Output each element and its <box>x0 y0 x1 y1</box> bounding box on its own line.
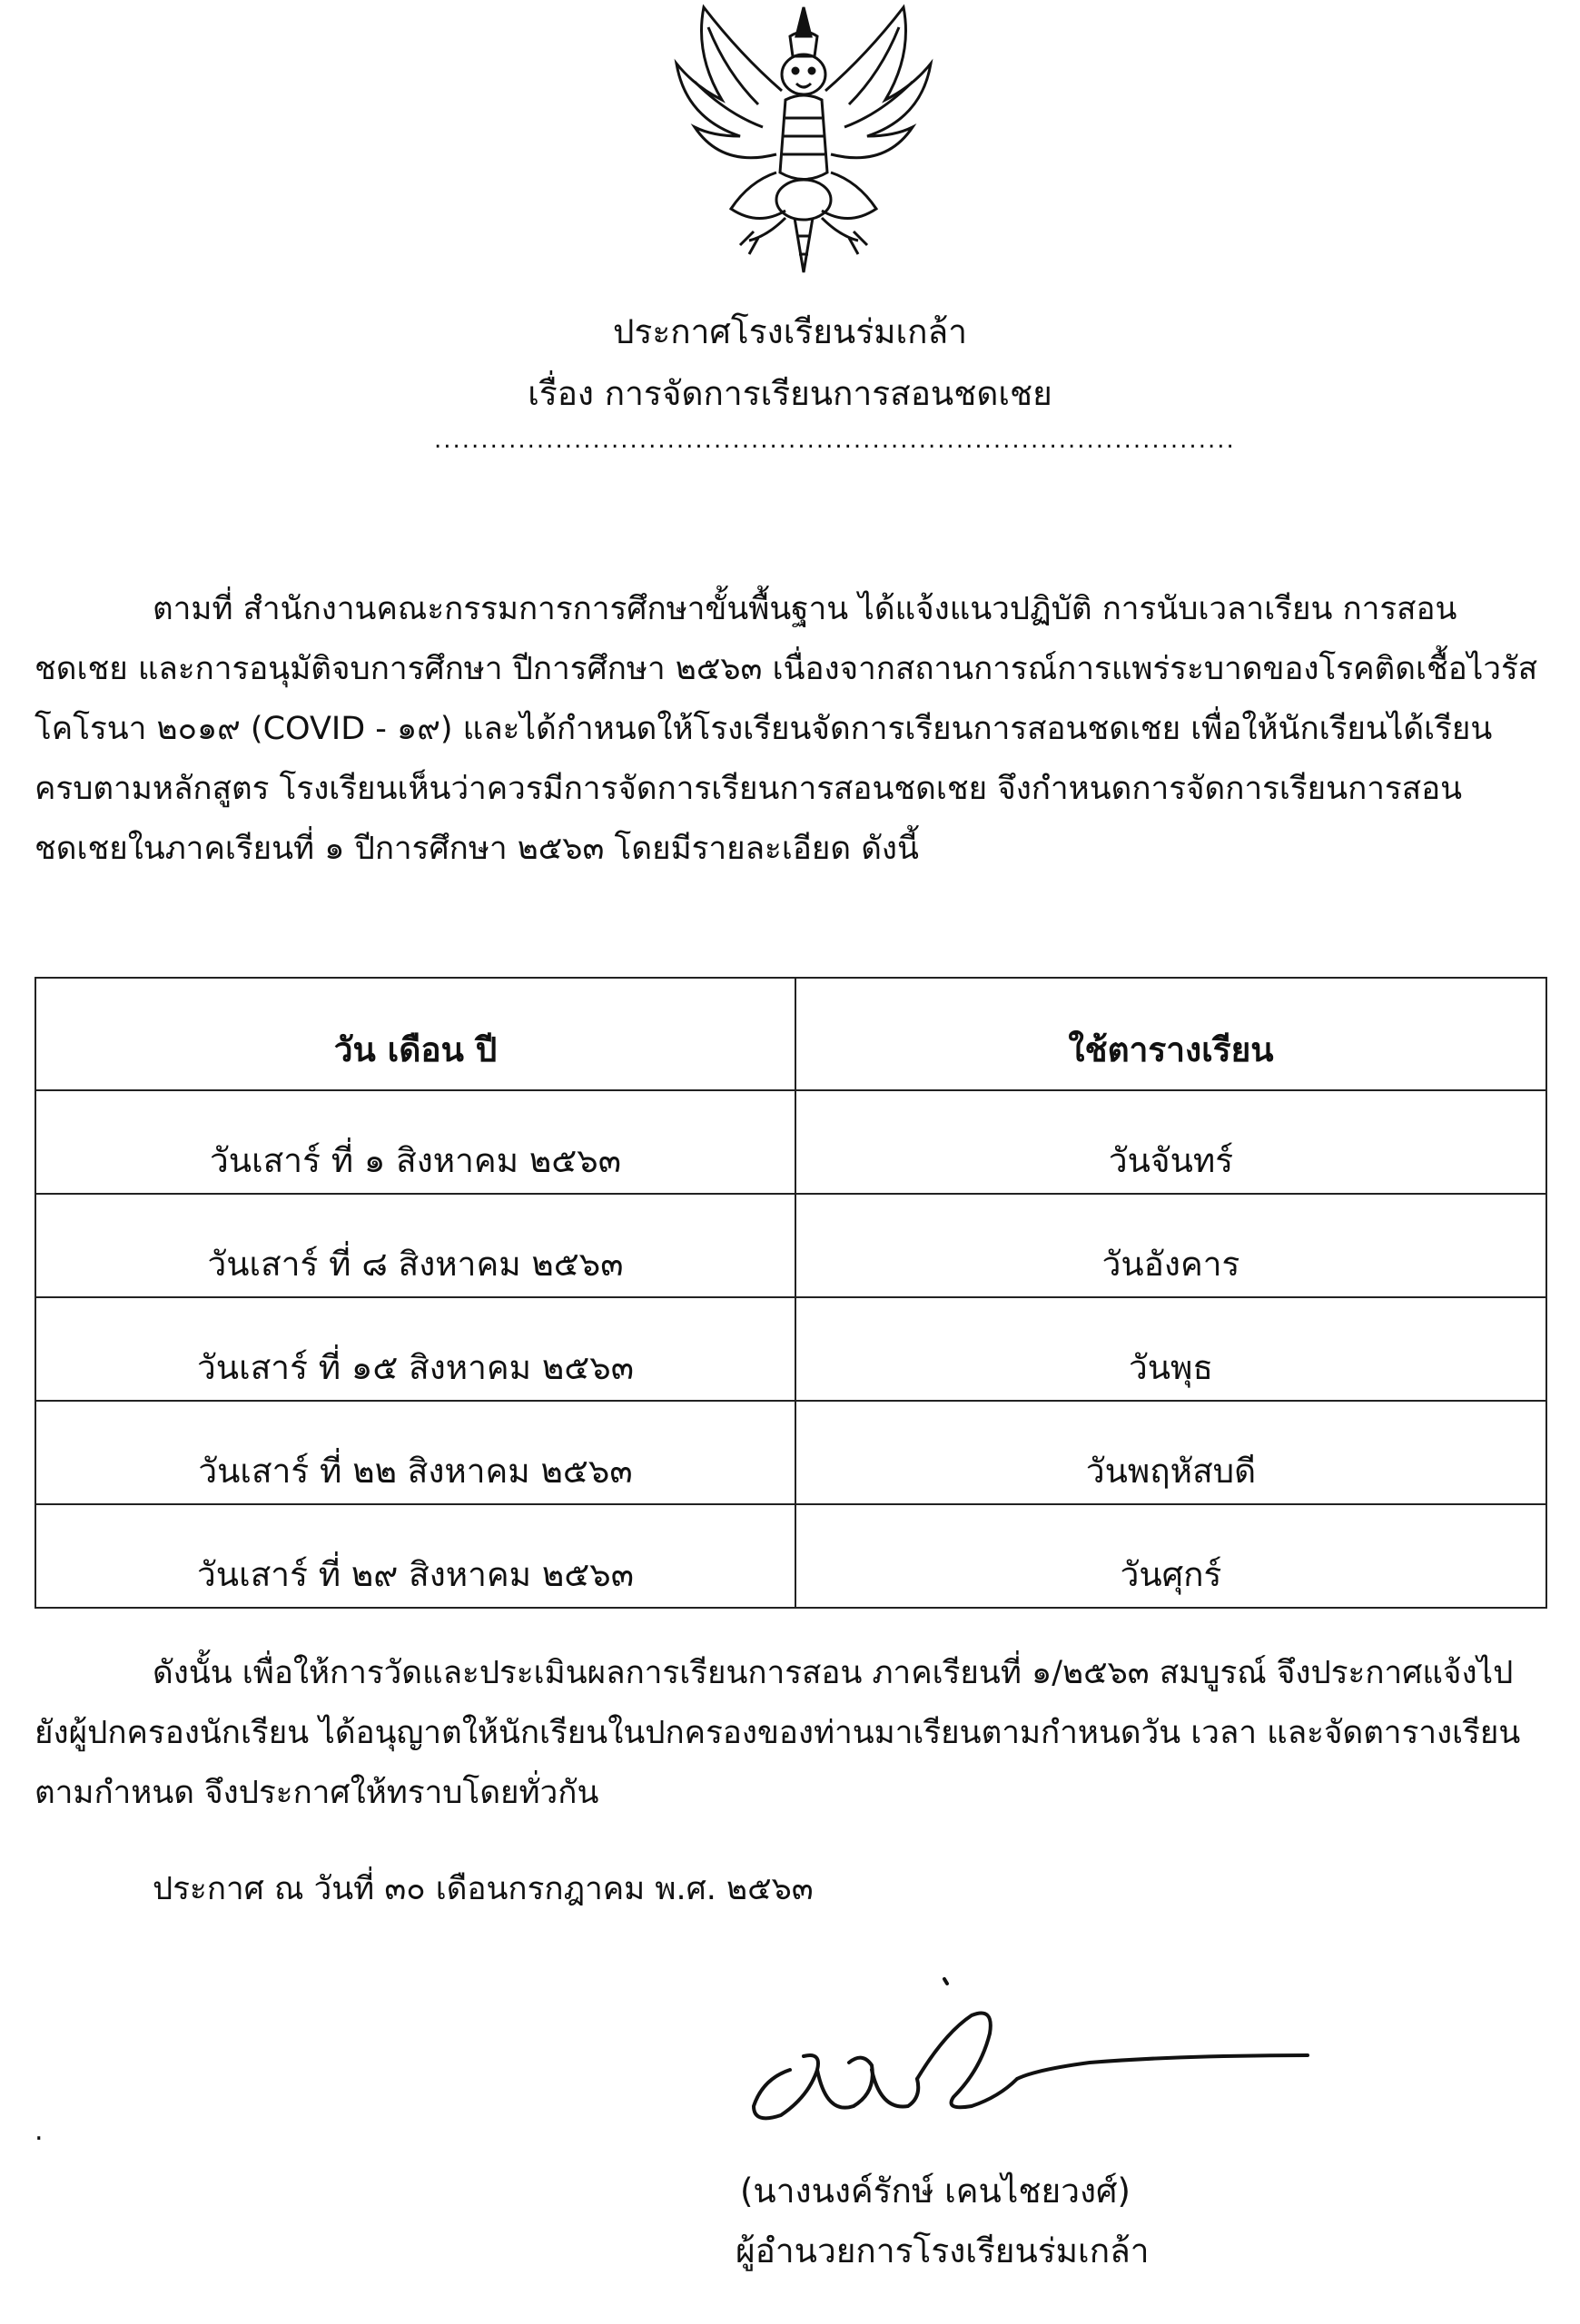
announcement-title: ประกาศโรงเรียนร่มเกล้า <box>613 312 967 351</box>
signer-title: ผู้อำนวยการโรงเรียนร่มเกล้า <box>736 2231 1150 2270</box>
stray-mark: . <box>35 2115 44 2147</box>
conclusion-paragraph <box>35 1643 1542 1823</box>
announcement-subject: เรื่อง การจัดการเรียนการสอนชดเชย <box>528 374 1052 413</box>
date-cell: วันเสาร์ ที่ ๒๙ สิงหาคม ๒๕๖๓ <box>35 1504 795 1608</box>
column-header-timetable: ใช้ตารางเรียน <box>795 978 1546 1090</box>
table-header-row <box>35 978 1546 1090</box>
timetable-cell: วันพุธ <box>795 1297 1546 1401</box>
garuda-emblem-icon <box>640 0 967 290</box>
table-row <box>35 1504 1546 1608</box>
table-row <box>35 1401 1546 1504</box>
date-cell: วันเสาร์ ที่ ๑๕ สิงหาคม ๒๕๖๓ <box>35 1297 795 1401</box>
conclusion-paragraph-text: ดังนั้น เพื่อให้การวัดและประเมินผลการเรียนการสอน ภาคเรียนที่ ๑/๒๕๖๓ สมบูรณ์ จึงประกาศแจ้งไปยังผู้ปกครองนักเรียน ได้อนุญาตให้นักเรียนในปกครองของท่านมาเรียนตามกำหนดวัน เวลา และจัดตารางเรียนตามกำหนด จึงประกาศให้ทราบโดยทั่วกัน <box>35 1655 1521 1811</box>
timetable-cell: วันศุกร์ <box>795 1504 1546 1608</box>
date-cell: วันเสาร์ ที่ ๑ สิงหาคม ๒๕๖๓ <box>35 1090 795 1194</box>
separator-line: ...................................................................................... <box>434 427 1236 454</box>
date-cell: วันเสาร์ ที่ ๘ สิงหาคม ๒๕๖๓ <box>35 1194 795 1297</box>
handwritten-signature <box>726 1961 1362 2142</box>
table-row <box>35 1297 1546 1401</box>
signer-name: (นางนงค์รักษ์ เคนไชยวงศ์) <box>740 2171 1131 2211</box>
compensation-schedule-table <box>35 977 1547 1609</box>
column-header-date: วัน เดือน ปี <box>35 978 795 1090</box>
table-row <box>35 1194 1546 1297</box>
announcement-date: ประกาศ ณ วันที่ ๓๐ เดือนกรกฎาคม พ.ศ. ๒๕๖๓ <box>153 1871 814 1907</box>
intro-paragraph-text: ตามที่ สำนักงานคณะกรรมการการศึกษาขั้นพื้นฐาน ได้แจ้งแนวปฏิบัติ การนับเวลาเรียน การสอนชดเชย และการอนุมัติจบการศึกษา ปีการศึกษา ๒๕๖๓ เนื่องจากสถานการณ์การแพร่ระบาดของโรคติดเชื้อไวรัสโคโรนา ๒๐๑๙ (COVID - ๑๙) และได้กำหนดให้โรงเรียนจัดการเรียนการสอนชดเชย เพื่อให้นักเรียนได้เรียนครบตามหลักสูตร โรงเรียนเห็นว่าควรมีการจัดการเรียนการสอนชดเชย จึงกำหนดการจัดการเรียนการสอนชดเชยในภาคเรียนที่ ๑ ปีการศึกษา ๒๕๖๓ โดยมีรายละเอียด ดังนี้ <box>35 591 1538 867</box>
intro-paragraph <box>35 579 1542 879</box>
date-cell: วันเสาร์ ที่ ๒๒ สิงหาคม ๒๕๖๓ <box>35 1401 795 1504</box>
timetable-cell: วันอังคาร <box>795 1194 1546 1297</box>
timetable-cell: วันพฤหัสบดี <box>795 1401 1546 1504</box>
table-row <box>35 1090 1546 1194</box>
timetable-cell: วันจันทร์ <box>795 1090 1546 1194</box>
